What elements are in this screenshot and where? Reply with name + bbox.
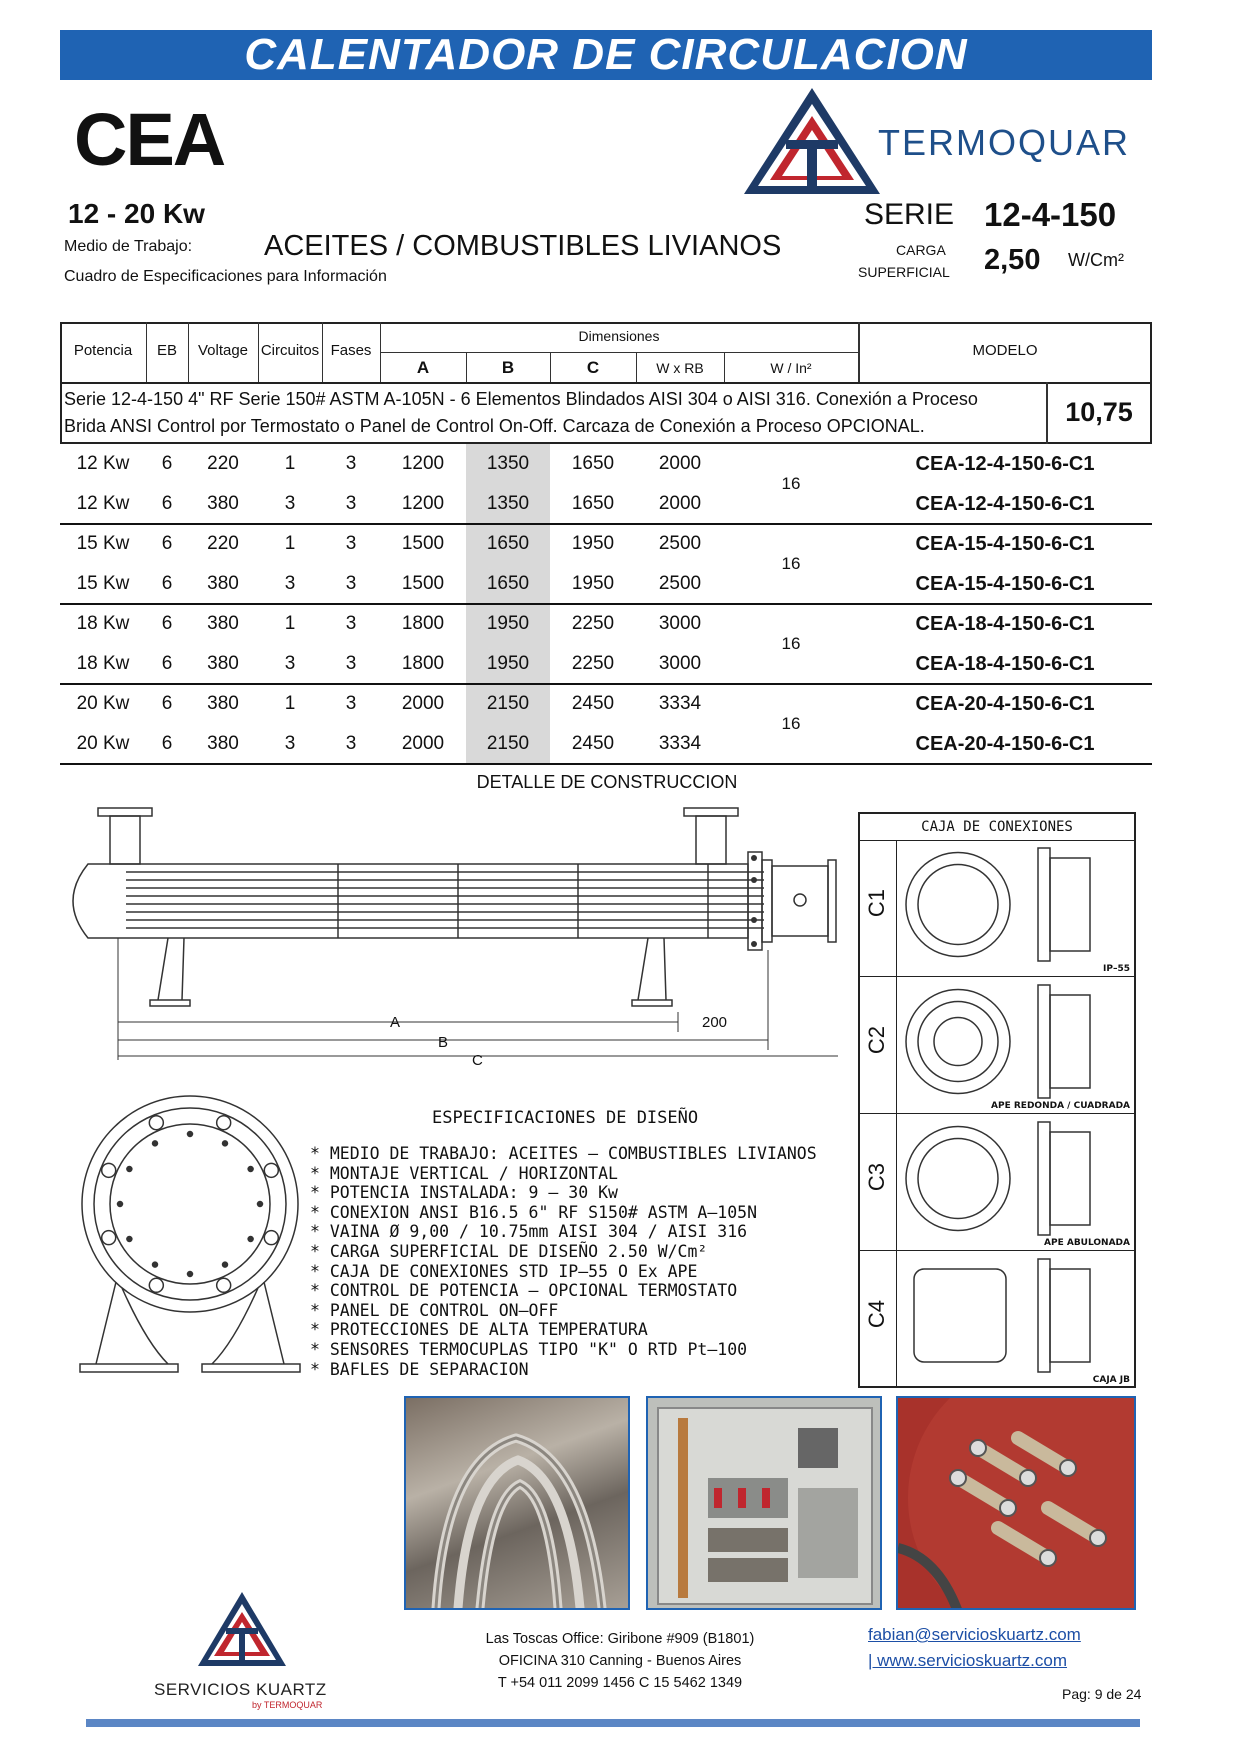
cell-modelo: CEA-12-4-150-6-C1 xyxy=(915,453,1095,475)
dimension-b-label: B xyxy=(438,1034,449,1051)
connection-box-code: C4 xyxy=(864,1299,889,1328)
header-voltage: Voltage xyxy=(197,342,249,359)
cell-voltage: 380 xyxy=(207,693,239,714)
spec-item: * PANEL DE CONTROL ON–OFF xyxy=(310,1300,559,1320)
cell-wxrb: 3334 xyxy=(658,733,702,754)
group-separator xyxy=(60,763,1152,765)
cell-eb: 6 xyxy=(161,693,173,714)
connection-box-c3 xyxy=(860,1114,1134,1251)
heating-elements-photo xyxy=(404,1396,630,1610)
product-code: CEA xyxy=(74,98,225,181)
cell-b: 2150 xyxy=(486,733,530,754)
series-value: 10,75 xyxy=(1065,397,1133,427)
cell-voltage: 380 xyxy=(207,733,239,754)
cell-w-in2: 16 xyxy=(781,634,801,653)
group-separator xyxy=(60,523,1152,525)
cell-circuitos: 1 xyxy=(284,453,296,474)
address-line-2: OFICINA 310 Canning - Buenos Aires xyxy=(498,1653,742,1669)
cell-modelo: CEA-20-4-150-6-C1 xyxy=(915,733,1095,755)
connection-box-caption: APE REDONDA / CUADRADA xyxy=(991,1101,1130,1111)
spec-item: * CONEXION ANSI B16.5 6" RF S150# ASTM A–105N xyxy=(310,1202,758,1222)
website-link[interactable]: | www.servicioskuartz.com xyxy=(868,1651,1068,1670)
header-dimensiones: Dimensiones xyxy=(578,328,660,344)
cell-eb: 6 xyxy=(161,493,173,514)
medio-value: ACEITES / COMBUSTIBLES LIVIANOS xyxy=(264,230,782,262)
connection-box-c4 xyxy=(860,1251,1134,1388)
cell-c: 2450 xyxy=(571,733,615,754)
connection-box-drawing xyxy=(900,844,1130,965)
spec-item-text: CONEXION ANSI B16.5 6" RF S150# ASTM A–105N xyxy=(329,1202,758,1222)
cell-eb: 6 xyxy=(161,453,173,474)
company-name: SERVICIOS KUARTZ xyxy=(154,1680,327,1699)
email-link[interactable]: fabian@servicioskuartz.com xyxy=(868,1625,1081,1644)
cell-b: 1950 xyxy=(486,653,530,674)
cell-fases: 3 xyxy=(345,693,357,714)
connection-box-drawing xyxy=(900,981,1130,1102)
table-row xyxy=(60,724,1152,764)
carga-value: 2,50 xyxy=(984,244,1041,276)
connection-box-c2 xyxy=(860,977,1134,1114)
cell-voltage: 220 xyxy=(207,453,239,474)
cell-c: 2250 xyxy=(571,613,615,634)
header-potencia: Potencia xyxy=(73,342,133,359)
connection-box-caption: IP–55 xyxy=(1103,964,1130,974)
cell-potencia: 20 Kw xyxy=(76,733,130,754)
cell-circuitos: 3 xyxy=(284,573,296,594)
cell-eb: 6 xyxy=(161,533,173,554)
spec-item-text: MEDIO DE TRABAJO: ACEITES – COMBUSTIBLES LIVIANOS xyxy=(329,1144,817,1163)
address-line-3: T +54 011 2099 1456 C 15 5462 1349 xyxy=(497,1675,743,1691)
cell-modelo: CEA-18-4-150-6-C1 xyxy=(915,613,1095,635)
table-row xyxy=(60,644,1152,684)
servicios-kuartz-logo-icon xyxy=(196,1590,288,1668)
construction-title: DETALLE DE CONSTRUCCION xyxy=(476,772,738,792)
cell-circuitos: 1 xyxy=(284,613,296,634)
header-fases: Fases xyxy=(330,342,372,359)
spec-item: * PROTECCIONES DE ALTA TEMPERATURA xyxy=(310,1320,648,1340)
cell-eb: 6 xyxy=(161,613,173,634)
cell-voltage: 380 xyxy=(207,493,239,514)
spec-item-text: POTENCIA INSTALADA: 9 – 30 Kw xyxy=(329,1183,618,1203)
superficial-label: SUPERFICIAL xyxy=(858,264,950,280)
dimension-a-label: A xyxy=(390,1014,401,1031)
cell-wxrb: 2000 xyxy=(658,493,702,514)
carga-unit: W/Cm² xyxy=(1068,250,1124,270)
cell-a: 1500 xyxy=(401,533,445,554)
cell-a: 1800 xyxy=(401,613,445,634)
cell-circuitos: 3 xyxy=(284,493,296,514)
cell-b: 1350 xyxy=(486,453,530,474)
cell-fases: 3 xyxy=(345,533,357,554)
cell-eb: 6 xyxy=(161,733,173,754)
cell-fases: 3 xyxy=(345,613,357,634)
cell-potencia: 12 Kw xyxy=(76,453,130,474)
table-row xyxy=(60,444,1152,484)
header-w-in2: W / In² xyxy=(770,360,812,376)
cell-c: 1650 xyxy=(571,453,615,474)
spec-item-text: PROTECCIONES DE ALTA TEMPERATURA xyxy=(329,1320,648,1340)
cell-a: 2000 xyxy=(401,693,445,714)
cell-modelo: CEA-20-4-150-6-C1 xyxy=(915,693,1095,715)
cell-wxrb: 2500 xyxy=(658,573,702,594)
connection-box-code: C2 xyxy=(864,1025,889,1054)
cell-wxrb: 3000 xyxy=(658,653,702,674)
cell-wxrb: 3000 xyxy=(658,613,702,634)
address-line-1: Las Toscas Office: Giribone #909 (B1801) xyxy=(485,1631,755,1647)
table-row xyxy=(60,524,1152,564)
cell-fases: 3 xyxy=(345,573,357,594)
cell-eb: 6 xyxy=(161,653,173,674)
page-number: Pag: 9 de 24 xyxy=(1062,1686,1142,1702)
cell-c: 2450 xyxy=(571,693,615,714)
specs-list xyxy=(310,1144,817,1379)
cell-a: 1500 xyxy=(401,573,445,594)
serie-label: SERIE xyxy=(864,198,955,231)
carga-label: CARGA xyxy=(896,242,946,258)
flange-front-view-drawing xyxy=(76,1092,308,1382)
spec-item: * BAFLES DE SEPARACION xyxy=(310,1359,529,1379)
cell-modelo: CEA-12-4-150-6-C1 xyxy=(915,493,1095,515)
cell-wxrb: 2000 xyxy=(658,453,702,474)
header-c: C xyxy=(586,358,600,377)
cell-circuitos: 1 xyxy=(284,533,296,554)
spec-item: * CAJA DE CONEXIONES STD IP–55 O Ex APE xyxy=(310,1261,698,1281)
cell-modelo: CEA-15-4-150-6-C1 xyxy=(915,573,1095,595)
cell-modelo: CEA-18-4-150-6-C1 xyxy=(915,653,1095,675)
footer-contact xyxy=(868,1622,1081,1674)
connection-box-caption: CAJA JB xyxy=(1092,1375,1130,1385)
cell-voltage: 220 xyxy=(207,533,239,554)
spec-item: * CARGA SUPERFICIAL DE DISEÑO 2.50 W/Cm² xyxy=(310,1241,708,1261)
spec-item-text: MONTAJE VERTICAL / HORIZONTAL xyxy=(329,1163,618,1183)
cell-potencia: 18 Kw xyxy=(76,613,130,634)
specs-title: ESPECIFICACIONES DE DISEÑO xyxy=(432,1108,699,1128)
connection-box-code: C3 xyxy=(864,1162,889,1191)
brand-name: TERMOQUAR xyxy=(878,122,1130,163)
cell-b: 1650 xyxy=(486,573,530,594)
terminal-connections-photo xyxy=(896,1396,1136,1610)
table-row xyxy=(60,564,1152,604)
spec-item: * VAINA Ø 9,00 / 10.75mm AISI 304 / AISI 316 xyxy=(310,1222,748,1242)
cuadro-label: Cuadro de Especificaciones para Información xyxy=(64,268,387,285)
spec-item-text: SENSORES TERMOCUPLAS TIPO "K" O RTD Pt–100 xyxy=(329,1339,748,1359)
connection-box-panel xyxy=(858,812,1136,1388)
medio-label: Medio de Trabajo: xyxy=(64,238,193,255)
cell-wxrb: 2500 xyxy=(658,533,702,554)
cell-potencia: 15 Kw xyxy=(76,573,130,594)
cell-w-in2: 16 xyxy=(781,554,801,573)
cell-c: 2250 xyxy=(571,653,615,674)
table-row xyxy=(60,484,1152,524)
cell-w-in2: 16 xyxy=(781,714,801,733)
series-description-2: Brida ANSI Control por Termostato o Panel de Control On-Off. Carcaza de Conexión a Proceso OPCIONAL. xyxy=(64,416,925,436)
cell-b: 1950 xyxy=(486,613,530,634)
cell-potencia: 18 Kw xyxy=(76,653,130,674)
spec-item-text: VAINA Ø 9,00 / 10.75mm AISI 304 / AISI 316 xyxy=(329,1222,748,1242)
page-title: CALENTADOR DE CIRCULACION xyxy=(244,30,968,79)
cell-b: 2150 xyxy=(486,693,530,714)
connection-box-c1 xyxy=(860,840,1134,977)
cell-b: 1650 xyxy=(486,533,530,554)
spec-item-text: BAFLES DE SEPARACION xyxy=(329,1359,529,1379)
cell-voltage: 380 xyxy=(207,653,239,674)
connection-box-drawing xyxy=(900,1118,1130,1239)
control-panel-photo xyxy=(646,1396,882,1610)
spec-item: * POTENCIA INSTALADA: 9 – 30 Kw xyxy=(310,1183,618,1203)
series-description-1: Serie 12-4-150 4" RF Serie 150# ASTM A-105N - 6 Elementos Blindados AISI 304 o AISI 316. Conexión a Proceso xyxy=(64,389,978,409)
spec-item: * MONTAJE VERTICAL / HORIZONTAL xyxy=(310,1163,618,1183)
spec-item-text: CAJA DE CONEXIONES STD IP–55 O Ex APE xyxy=(329,1261,698,1281)
connection-box-caption: APE ABULONADA xyxy=(1044,1238,1130,1248)
cell-fases: 3 xyxy=(345,493,357,514)
power-range: 12 - 20 Kw xyxy=(68,198,205,229)
header-wxrb: W x RB xyxy=(656,360,704,376)
title-bar xyxy=(60,30,1152,80)
cell-wxrb: 3334 xyxy=(658,693,702,714)
cell-circuitos: 3 xyxy=(284,653,296,674)
termoquar-logo-icon xyxy=(742,86,882,198)
cell-a: 1200 xyxy=(401,493,445,514)
cell-potencia: 15 Kw xyxy=(76,533,130,554)
header-a: A xyxy=(416,358,430,377)
cell-a: 1200 xyxy=(401,453,445,474)
spec-item: * MEDIO DE TRABAJO: ACEITES – COMBUSTIBLES LIVIANOS xyxy=(310,1144,817,1163)
spec-item: * SENSORES TERMOCUPLAS TIPO "K" O RTD Pt–100 xyxy=(310,1339,748,1359)
cell-fases: 3 xyxy=(345,733,357,754)
spec-item-text: PANEL DE CONTROL ON–OFF xyxy=(329,1300,559,1320)
company-by: by TERMOQUAR xyxy=(252,1700,323,1710)
connection-box-code: C1 xyxy=(864,888,889,917)
cell-eb: 6 xyxy=(161,573,173,594)
cell-circuitos: 1 xyxy=(284,693,296,714)
cell-circuitos: 3 xyxy=(284,733,296,754)
spec-item-text: CARGA SUPERFICIAL DE DISEÑO 2.50 W/Cm² xyxy=(329,1241,708,1261)
cell-a: 1800 xyxy=(401,653,445,674)
dimension-200-label: 200 xyxy=(702,1014,728,1031)
table-row xyxy=(60,684,1152,724)
cell-potencia: 20 Kw xyxy=(76,693,130,714)
group-separator xyxy=(60,603,1152,605)
cell-voltage: 380 xyxy=(207,613,239,634)
cell-potencia: 12 Kw xyxy=(76,493,130,514)
group-separator xyxy=(60,683,1152,685)
cell-w-in2: 16 xyxy=(781,474,801,493)
serie-value: 12-4-150 xyxy=(984,196,1117,233)
header-b: B xyxy=(501,358,515,377)
footer-address xyxy=(450,1628,790,1694)
connection-box-drawing xyxy=(900,1255,1130,1376)
cell-c: 1950 xyxy=(571,533,615,554)
table-row xyxy=(60,604,1152,644)
dimension-c-label: C xyxy=(472,1052,483,1069)
cell-a: 2000 xyxy=(401,733,445,754)
cell-fases: 3 xyxy=(345,453,357,474)
bottom-bar xyxy=(86,1719,1140,1727)
cell-c: 1950 xyxy=(571,573,615,594)
header-eb: EB xyxy=(156,342,177,359)
spec-item-text: CONTROL DE POTENCIA – OPCIONAL TERMOSTATO xyxy=(329,1281,738,1301)
cell-c: 1650 xyxy=(571,493,615,514)
spec-item: * CONTROL DE POTENCIA – OPCIONAL TERMOSTATO xyxy=(310,1281,738,1301)
cell-fases: 3 xyxy=(345,653,357,674)
header-circuitos: Circuitos xyxy=(260,342,320,359)
header-modelo: MODELO xyxy=(972,342,1038,359)
cell-voltage: 380 xyxy=(207,573,239,594)
cell-b: 1350 xyxy=(486,493,530,514)
connection-box-title: CAJA DE CONEXIONES xyxy=(860,814,1134,841)
cell-modelo: CEA-15-4-150-6-C1 xyxy=(915,533,1095,555)
